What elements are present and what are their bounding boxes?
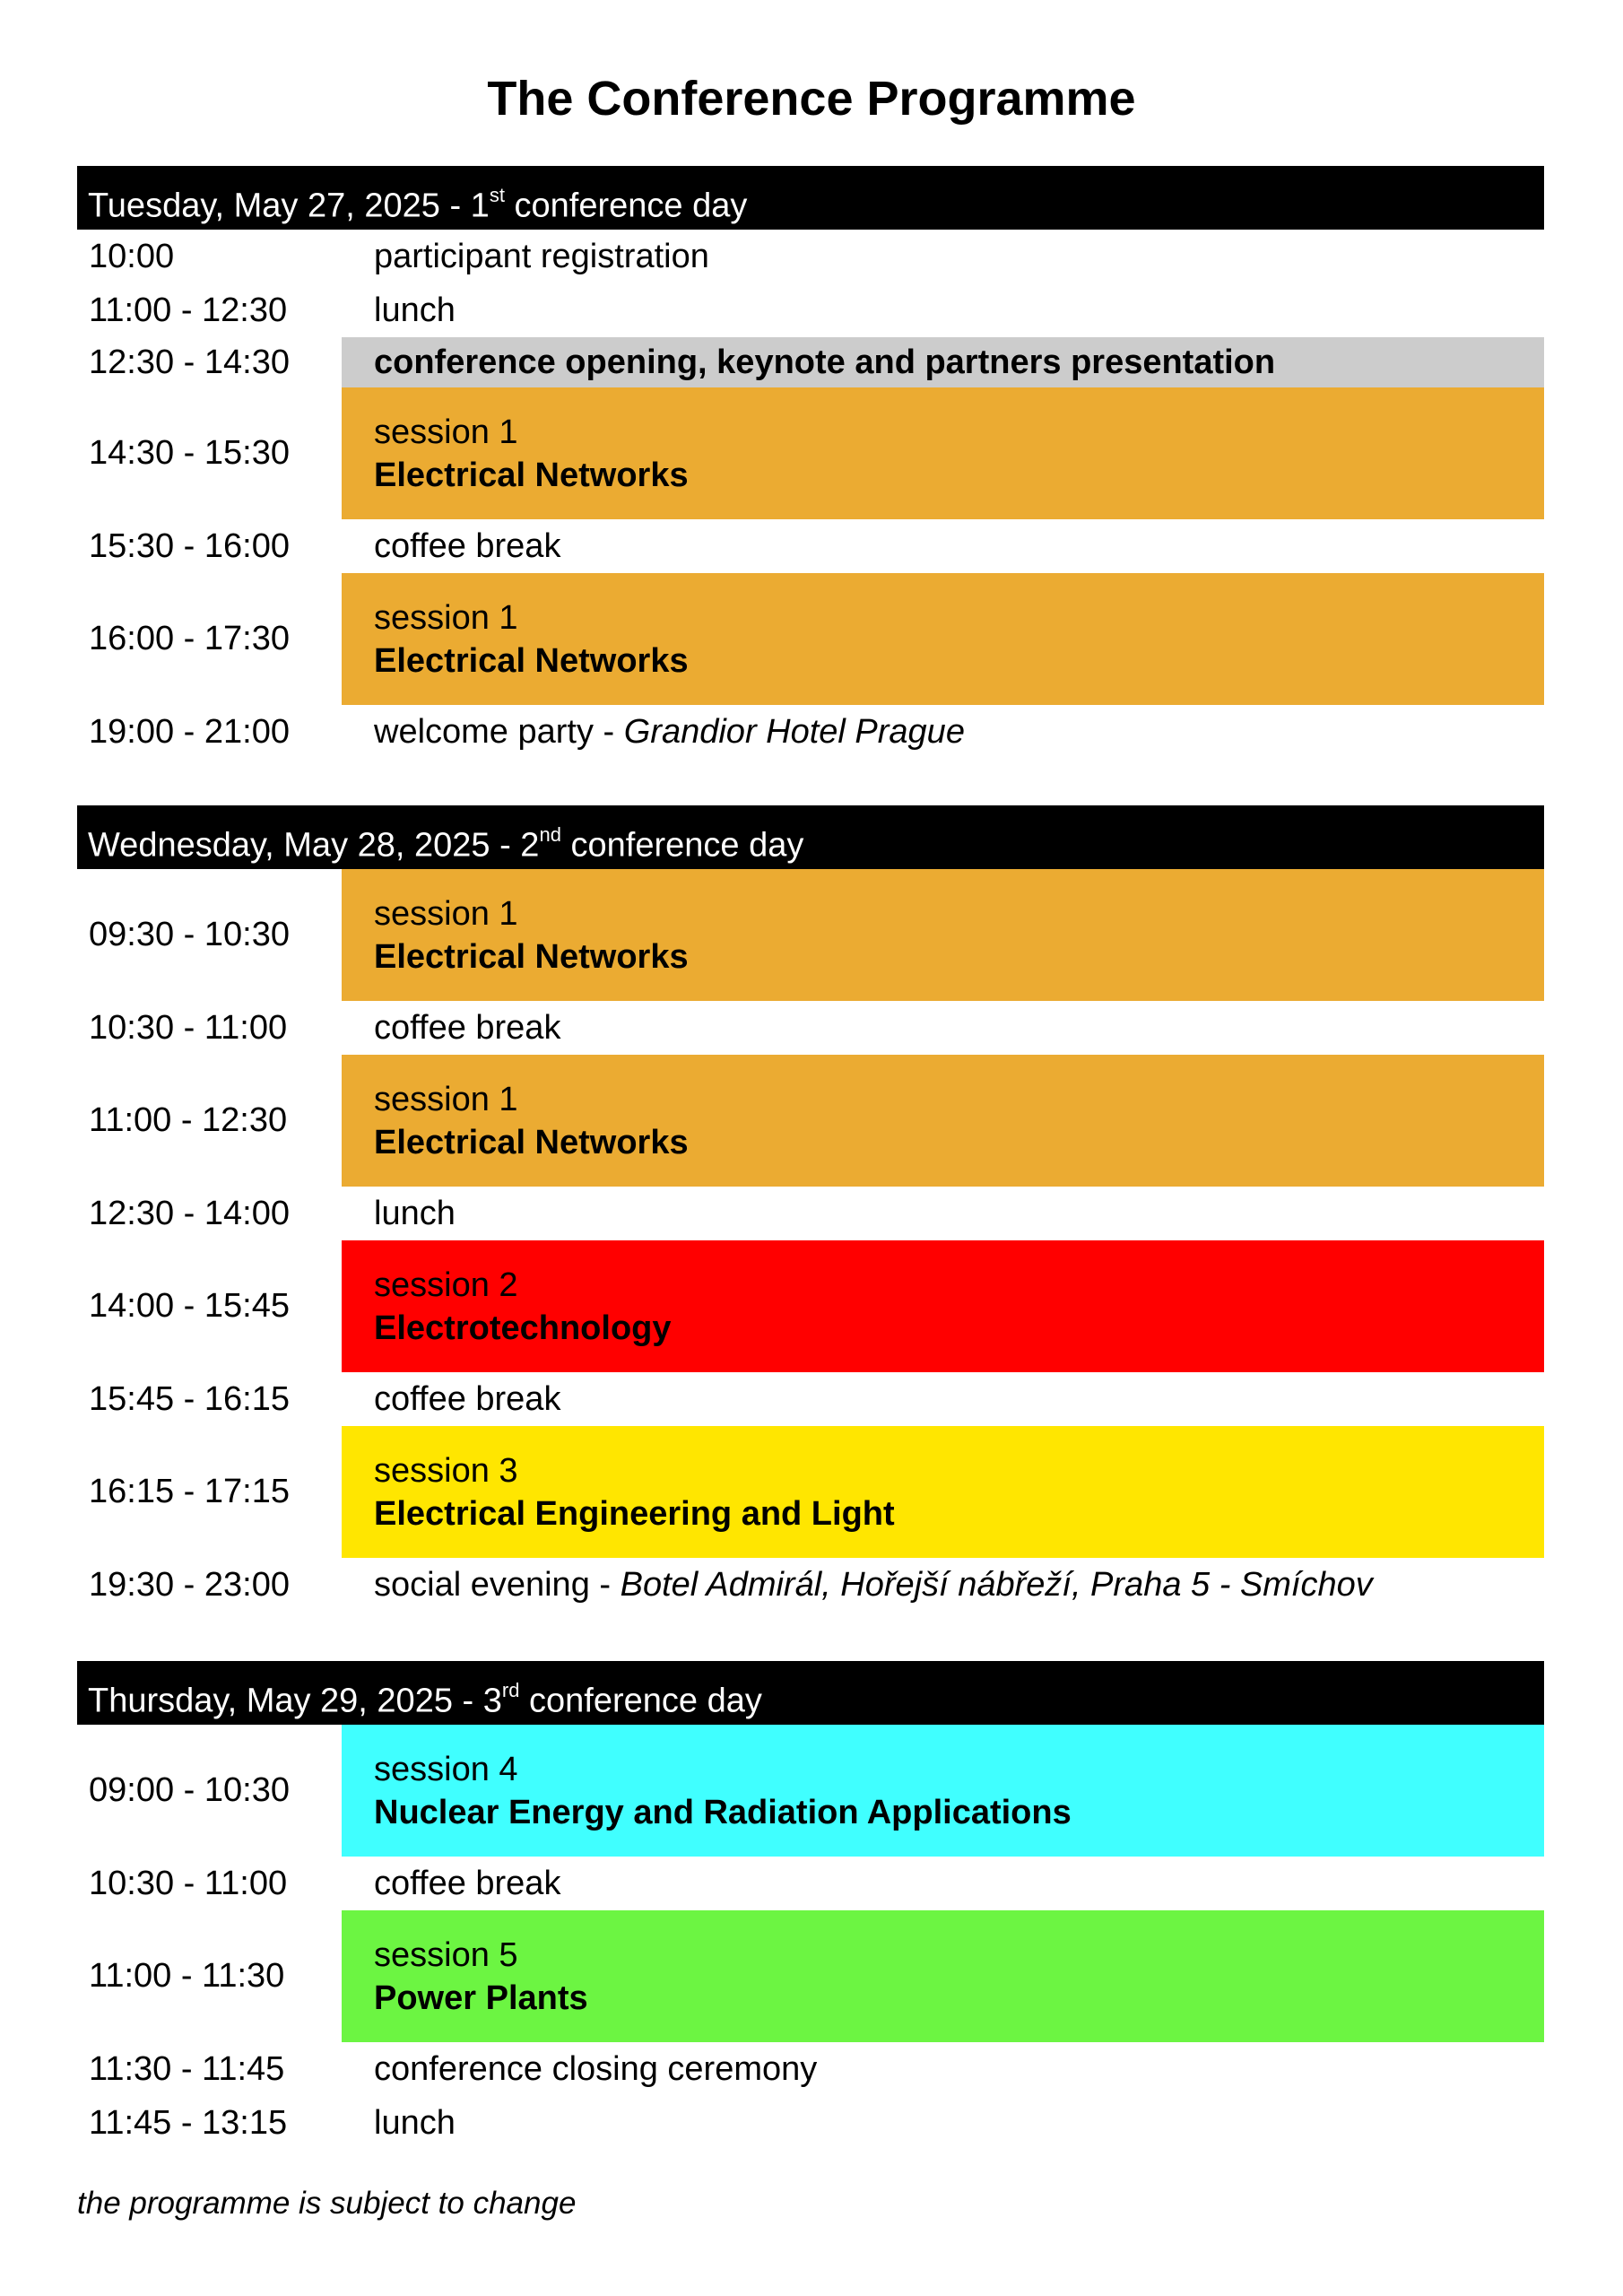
session-cell <box>342 869 1544 1001</box>
time-slot: 11:00 - 11:30 <box>89 1957 285 1995</box>
event-cell: coffee break <box>374 1008 561 1047</box>
schedule-row <box>77 1857 1544 1910</box>
time-slot: 15:45 - 16:15 <box>89 1379 290 1418</box>
time-slot: 11:30 - 11:45 <box>89 2049 285 2088</box>
event-cell: lunch <box>374 1194 456 1232</box>
time-slot: 12:30 - 14:30 <box>89 343 290 381</box>
event-cell: lunch <box>374 2103 456 2142</box>
venue: Botel Admirál, Hořejší nábřeží, Praha 5 - Smíchov <box>620 1565 1373 1604</box>
event-cell: welcome party - Grandior Hotel Prague <box>374 712 965 751</box>
session-title: Electrical Engineering and Light <box>374 1494 895 1533</box>
session-label: session 4 <box>374 1750 518 1788</box>
session-title: Nuclear Energy and Radiation Applications <box>374 1793 1072 1831</box>
session-title: Electrical Networks <box>374 641 689 680</box>
event-cell: social evening - Botel Admirál, Hořejší nábřeží, Praha 5 - Smíchov <box>374 1565 1373 1604</box>
session-cell <box>342 1910 1544 2042</box>
schedule-row <box>77 1372 1544 1426</box>
session-label: session 1 <box>374 413 518 451</box>
session-label: session 3 <box>374 1451 518 1490</box>
schedule-row <box>77 2096 1544 2150</box>
schedule-row-session <box>77 1725 1544 1857</box>
time-slot: 15:30 - 16:00 <box>89 526 290 565</box>
time-slot: 09:30 - 10:30 <box>89 916 290 953</box>
event-cell: conference closing ceremony <box>374 2049 818 2088</box>
time-slot: 11:00 - 12:30 <box>89 1101 288 1139</box>
event-cell: lunch <box>374 291 456 329</box>
time-slot: 14:00 - 15:45 <box>89 1287 290 1325</box>
day-block-3 <box>77 1661 1544 2150</box>
time-slot: 19:30 - 23:00 <box>89 1565 290 1604</box>
time-slot: 11:45 - 13:15 <box>89 2103 288 2142</box>
session-cell <box>342 1426 1544 1558</box>
time-slot: 16:15 - 17:15 <box>89 1473 290 1510</box>
session-label: session 1 <box>374 1080 518 1118</box>
time-slot: 10:30 - 11:00 <box>89 1864 288 1902</box>
schedule-row-session <box>77 387 1544 519</box>
event-cell: coffee break <box>374 526 561 565</box>
session-cell <box>342 1055 1544 1187</box>
schedule-row-session <box>77 1055 1544 1187</box>
session-title: Electrical Networks <box>374 937 689 976</box>
schedule-row-session <box>77 1426 1544 1558</box>
session-cell <box>342 1240 1544 1372</box>
time-slot: 14:30 - 15:30 <box>89 434 290 472</box>
schedule-row-session <box>77 1910 1544 2042</box>
page-title: The Conference Programme <box>487 72 1136 126</box>
event-cell: participant registration <box>374 237 709 275</box>
session-title: Electrotechnology <box>374 1309 672 1347</box>
schedule-row <box>77 1001 1544 1055</box>
day-block-2 <box>77 805 1544 1612</box>
footnote: the programme is subject to change <box>77 2186 577 2221</box>
venue: Grandior Hotel Prague <box>623 712 965 751</box>
day-header: Wednesday, May 28, 2025 - 2nd conference day <box>77 805 1544 869</box>
day-header: Thursday, May 29, 2025 - 3rd conference day <box>77 1661 1544 1725</box>
schedule-row <box>77 705 1544 759</box>
time-slot: 09:00 - 10:30 <box>89 1771 290 1809</box>
schedule-row-session <box>77 573 1544 705</box>
schedule-row-session <box>77 869 1544 1001</box>
schedule-row <box>77 519 1544 573</box>
schedule-row <box>77 230 1544 283</box>
event-cell: coffee break <box>374 1379 561 1418</box>
session-cell <box>342 1725 1544 1857</box>
session-label: session 1 <box>374 598 518 637</box>
time-slot: 16:00 - 17:30 <box>89 620 290 657</box>
day-header: Tuesday, May 27, 2025 - 1st conference day <box>77 166 1544 230</box>
time-slot: 10:30 - 11:00 <box>89 1008 288 1047</box>
time-slot: 12:30 - 14:00 <box>89 1194 290 1232</box>
day-block-1 <box>77 166 1544 759</box>
session-title: Electrical Networks <box>374 456 689 494</box>
schedule-row <box>77 283 1544 337</box>
time-slot: 11:00 - 12:30 <box>89 291 288 329</box>
session-title: Electrical Networks <box>374 1123 689 1161</box>
schedule-row <box>77 2042 1544 2096</box>
plenary-cell: conference opening, keynote and partners presentation <box>342 337 1544 387</box>
schedule-row <box>77 1558 1544 1612</box>
event-cell: coffee break <box>374 1864 561 1902</box>
schedule-row-session <box>77 1240 1544 1372</box>
session-title: Power Plants <box>374 1979 588 2017</box>
session-label: session 1 <box>374 894 518 933</box>
session-label: session 2 <box>374 1265 518 1304</box>
time-slot: 10:00 <box>89 237 175 275</box>
schedule-row-plenary <box>77 337 1544 387</box>
session-label: session 5 <box>374 1935 518 1974</box>
session-cell <box>342 387 1544 519</box>
session-cell <box>342 573 1544 705</box>
time-slot: 19:00 - 21:00 <box>89 712 290 751</box>
schedule-row <box>77 1187 1544 1240</box>
